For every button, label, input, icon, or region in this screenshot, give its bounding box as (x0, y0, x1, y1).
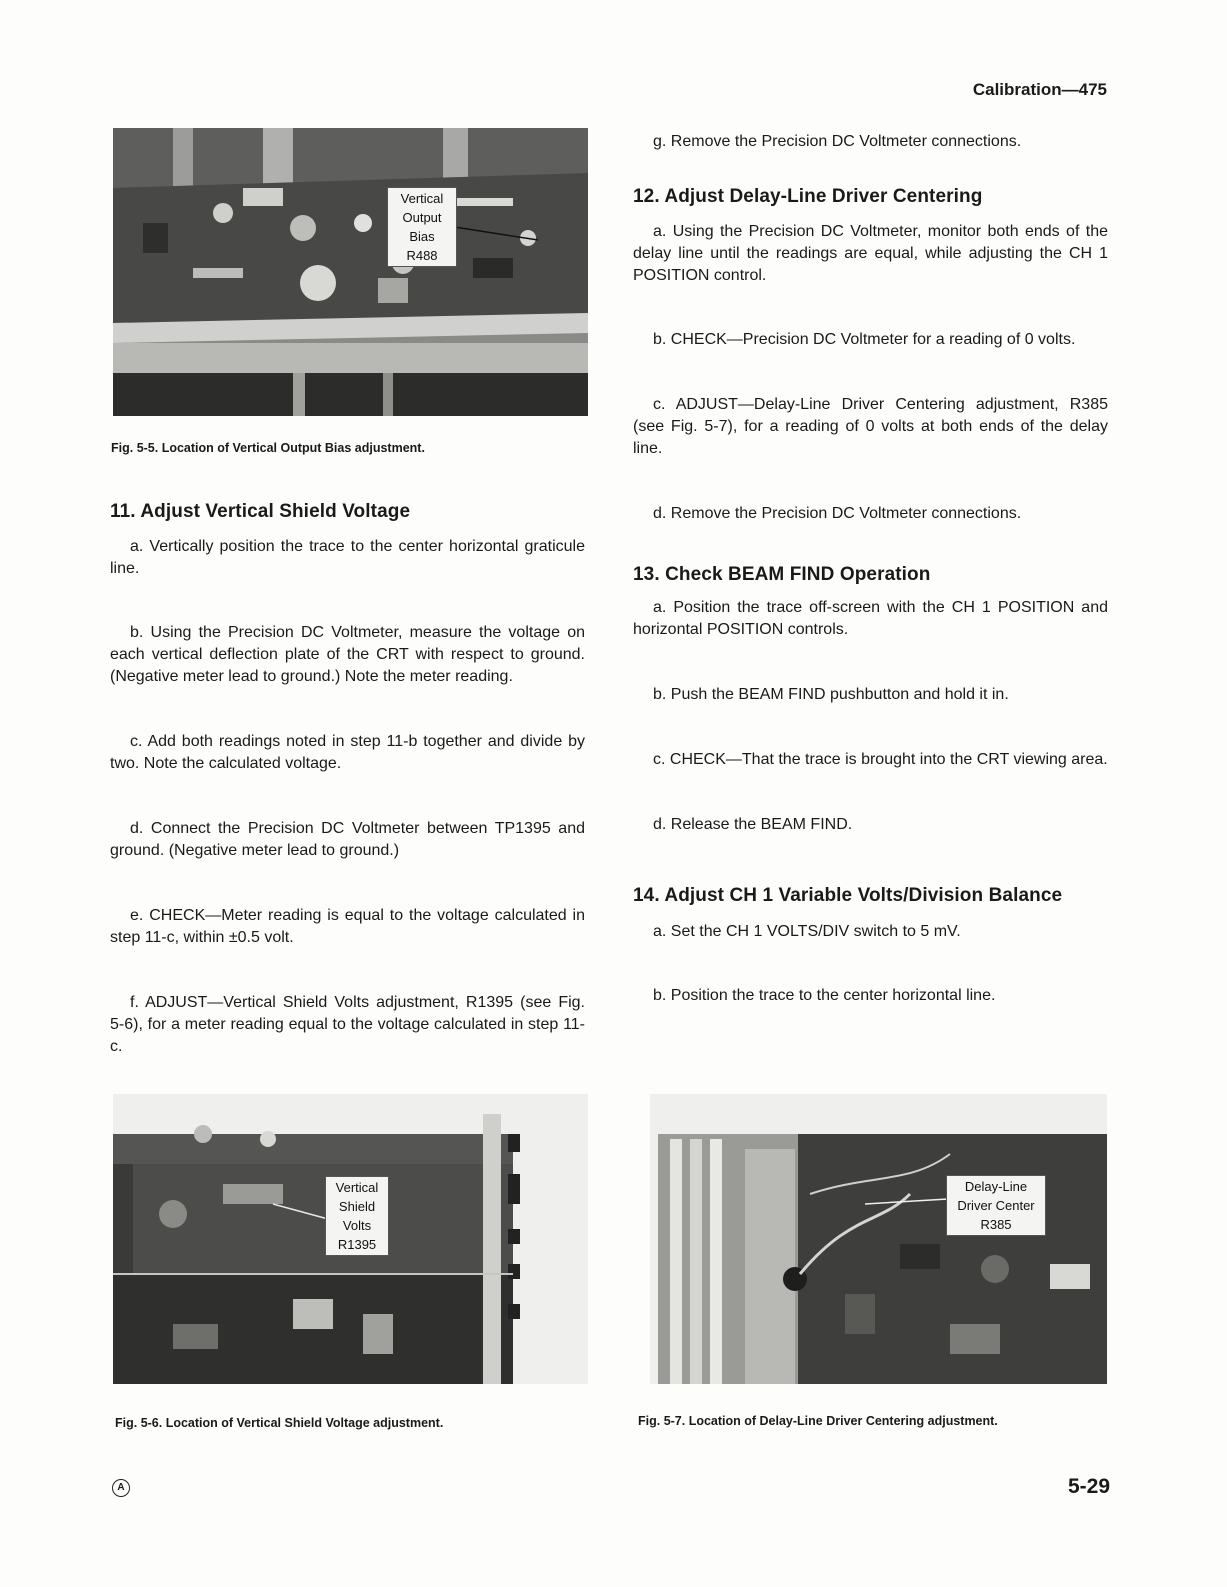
step-11-e: e. CHECK—Meter reading is equal to the voltage calculated in step 11-c, within ±0.5 volt. (110, 907, 585, 946)
revision-mark: A (112, 1479, 130, 1497)
section-12-title: 12. Adjust Delay-Line Driver Centering (633, 186, 983, 207)
step-11-b: b. Using the Precision DC Voltmeter, measure the voltage on each vertical deflection plate of the CRT with respect to ground. (Negative meter lead to ground.) Note the meter reading. (110, 624, 585, 685)
step-14-a: a. Set the CH 1 VOLTS/DIV switch to 5 mV. (653, 923, 961, 940)
step-11-a: a. Vertically position the trace to the center horizontal graticule line. (110, 538, 585, 577)
step-12-d: d. Remove the Precision DC Voltmeter connections. (653, 505, 1022, 522)
step-11-f: f. ADJUST—Vertical Shield Volts adjustment, R1395 (see Fig. 5-6), for a meter reading equal to the voltage calculated in step 11-c. (110, 994, 585, 1055)
label-line: Shield (338, 1199, 376, 1214)
step-14-b: b. Position the trace to the center horizontal line. (653, 987, 996, 1004)
figure-5-5-photo (113, 128, 588, 416)
label-line: Driver Center (957, 1198, 1035, 1213)
left-column (110, 501, 585, 1058)
right-column (633, 131, 1108, 1007)
section-14-title: 14. Adjust CH 1 Variable Volts/Division Balance (633, 885, 1063, 906)
step-12-b: b. CHECK—Precision DC Voltmeter for a reading of 0 volts. (653, 331, 1076, 348)
figure-5-6-caption: Fig. 5-6. Location of Vertical Shield Voltage adjustment. (115, 1416, 444, 1430)
figure-5-7-caption: Fig. 5-7. Location of Delay-Line Driver Centering adjustment. (638, 1414, 998, 1428)
step-13-c: c. CHECK—That the trace is brought into the CRT viewing area. (653, 751, 1108, 768)
label-line: Bias (409, 229, 435, 244)
section-13-title: 13. Check BEAM FIND Operation (633, 564, 931, 585)
label-line: R1395 (337, 1237, 377, 1252)
step-13-a: a. Position the trace off-screen with the CH 1 POSITION and horizontal POSITION controls. (633, 599, 1108, 638)
step-12-a: a. Using the Precision DC Voltmeter, monitor both ends of the delay line until the readings are equal, while adjusting the CH 1 POSITION control. (633, 223, 1108, 284)
figure-5-6-label (325, 1176, 389, 1256)
page-number: 5-29 (1067, 1475, 1110, 1498)
label-line: Output (402, 210, 442, 225)
label-line: R385 (980, 1217, 1012, 1232)
label-line: Vertical (400, 191, 444, 206)
label-line: Delay-Line (964, 1179, 1028, 1194)
label-line: Volts (342, 1218, 372, 1233)
step-13-b: b. Push the BEAM FIND pushbutton and hold it in. (653, 686, 1009, 703)
section-11-title: 11. Adjust Vertical Shield Voltage (110, 501, 411, 522)
step-11-c: c. Add both readings noted in step 11-b together and divide by two. Note the calculated voltage. (110, 733, 585, 772)
label-line: Vertical (335, 1180, 379, 1195)
step-10-g: g. Remove the Precision DC Voltmeter connections. (653, 133, 1022, 150)
step-11-d: d. Connect the Precision DC Voltmeter between TP1395 and ground. (Negative meter lead to ground.) (110, 820, 585, 859)
figure-5-7-photo (650, 1094, 1107, 1384)
figure-5-5-caption: Fig. 5-5. Location of Vertical Output Bias adjustment. (111, 441, 425, 455)
running-header: Calibration—475 (972, 80, 1107, 99)
step-13-d: d. Release the BEAM FIND. (653, 816, 853, 833)
figure-5-6-photo (113, 1094, 588, 1384)
figure-5-7-label (946, 1175, 1046, 1236)
step-12-c: c. ADJUST—Delay-Line Driver Centering adjustment, R385 (see Fig. 5-7), for a reading of 0 volts at both ends of the delay line. (633, 396, 1108, 457)
figure-5-5-label (387, 187, 457, 267)
label-line: R488 (406, 248, 438, 263)
